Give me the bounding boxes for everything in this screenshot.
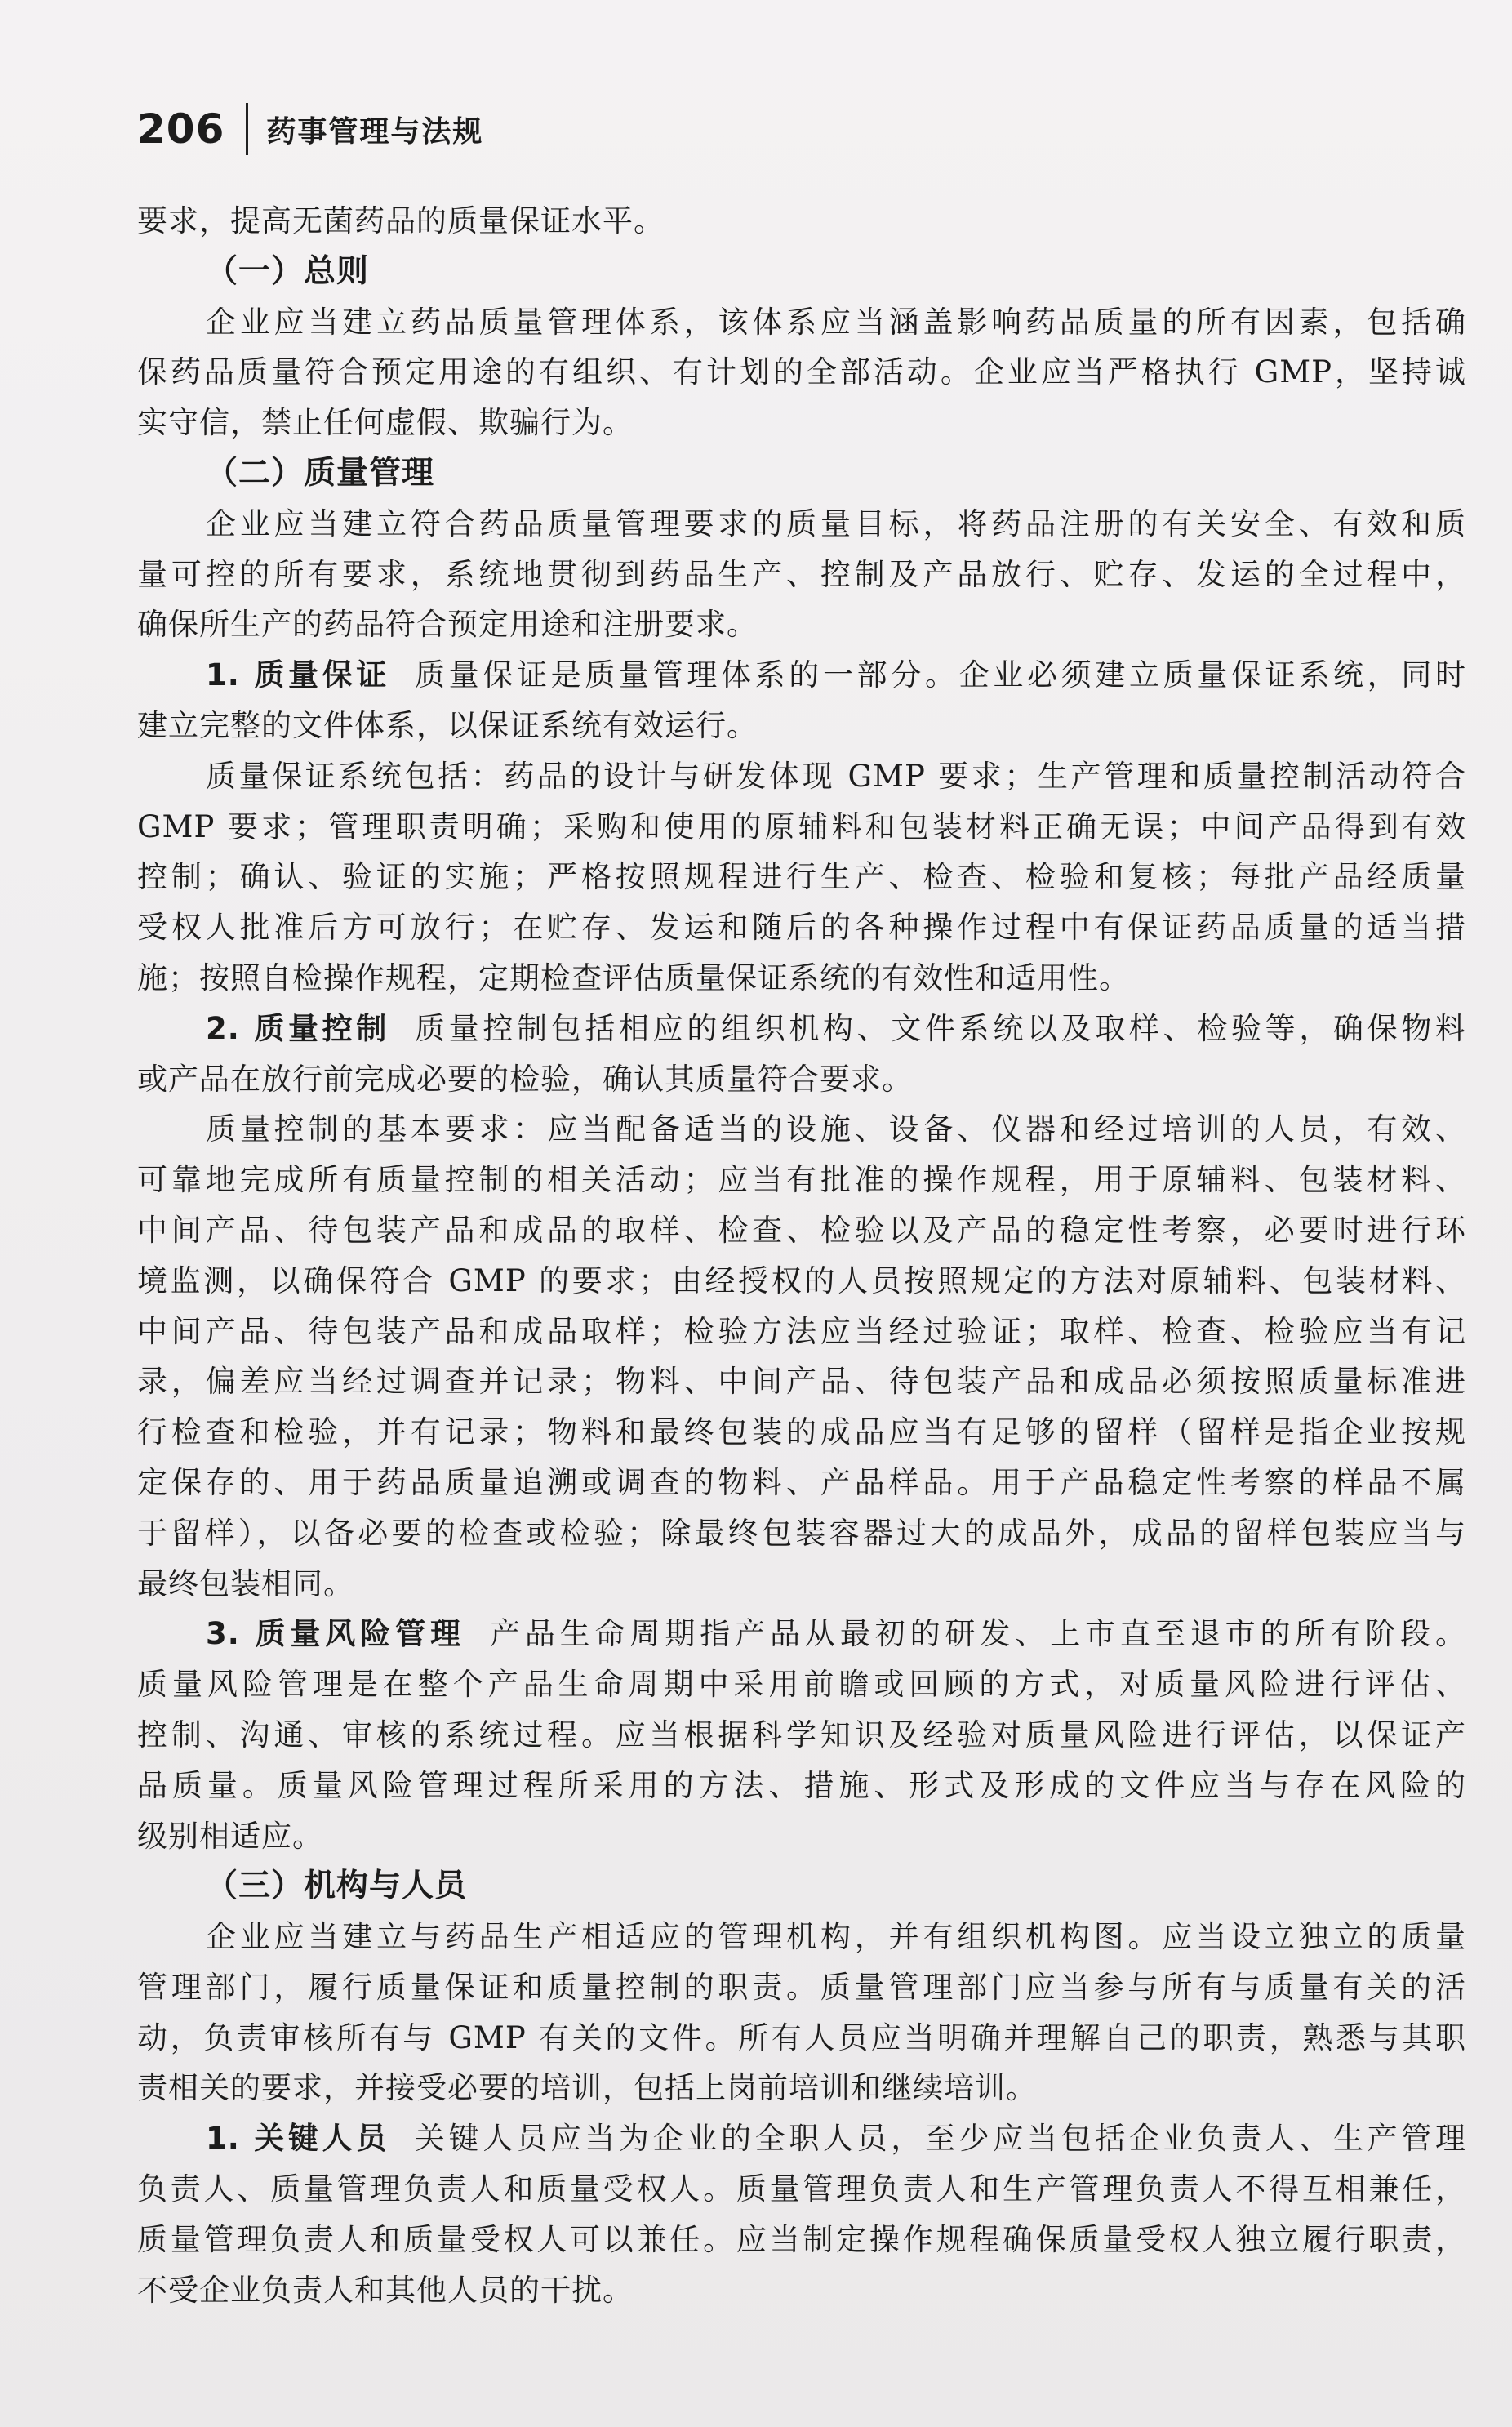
term-heading: 1. 关键人员 <box>206 2121 391 2157</box>
text-line: 录，偏差应当经过调查并记录；物料、中间产品、待包装产品和成品必须按照质量标准进 <box>137 1364 1466 1400</box>
text-line: 境监测，以确保符合 GMP 的要求；由经授权的人员按照规定的方法对原辅料、包装材料、 <box>137 1262 1466 1298</box>
text-line: 中间产品、待包装产品和成品的取样、检查、检验以及产品的稳定性考察，必要时进行环 <box>137 1212 1466 1248</box>
text-line: 实守信，禁止任何虚假、欺骗行为。 <box>137 405 634 441</box>
text-line: 企业应当建立药品质量管理体系，该体系应当涵盖影响药品质量的所有因素，包括确 <box>206 304 1466 340</box>
text-line: 建立完整的文件体系，以保证系统有效运行。 <box>137 707 758 743</box>
text-line: GMP 要求；管理职责明确；采购和使用的原辅料和包装材料正确无误；中间产品得到有效 <box>137 808 1466 844</box>
text-line: 动，负责审核所有与 GMP 有关的文件。所有人员应当明确并理解自己的职责，熟悉与其职 <box>137 2020 1466 2055</box>
text-line <box>137 650 1466 701</box>
page-number: 206 <box>137 105 225 153</box>
term-heading: 1. 质量保证 <box>206 657 391 693</box>
text-line: 可靠地完成所有质量控制的相关活动；应当有批准的操作规程，用于原辅料、包装材料、 <box>137 1162 1466 1198</box>
text-line: 受权人批准后方可放行；在贮存、发运和随后的各种操作过程中有保证药品质量的适当措 <box>137 910 1466 946</box>
text-line: 企业应当建立符合药品质量管理要求的质量目标，将药品注册的有关安全、有效和质 <box>206 505 1466 541</box>
text-line: 品质量。质量风险管理过程所采用的方法、措施、形式及形成的文件应当与存在风险的 <box>137 1767 1466 1803</box>
text-line: 量可控的所有要求，系统地贯彻到药品生产、控制及产品放行、贮存、发运的全过程中， <box>137 556 1466 592</box>
section-heading: （一）总则 <box>206 252 370 290</box>
text-line: 负责人、质量管理负责人和质量受权人。质量管理负责人和生产管理负责人不得互相兼任， <box>137 2171 1466 2207</box>
text-line: 质量控制的基本要求：应当配备适当的设施、设备、仪器和经过培训的人员，有效、 <box>206 1111 1466 1147</box>
text-line: 质量保证系统包括：药品的设计与研发体现 GMP 要求；生产管理和质量控制活动符合 <box>206 758 1466 794</box>
text-span: 质量保证是质量管理体系的一部分。企业必须建立质量保证系统，同时 <box>415 657 1466 693</box>
text-line: 于留样），以备必要的检查或检验；除最终包装容器过大的成品外，成品的留样包装应当与 <box>137 1515 1466 1551</box>
text-line: 施；按照自检操作规程，定期检查评估质量保证系统的有效性和适用性。 <box>137 960 1130 995</box>
term-heading: 3. 质量风险管理 <box>206 1616 465 1652</box>
text-line: 级别相适应。 <box>137 1818 323 1854</box>
term-heading: 2. 质量控制 <box>206 1010 391 1046</box>
text-line: 企业应当建立与药品生产相适应的管理机构，并有组织机构图。应当设立独立的质量 <box>206 1919 1466 1955</box>
text-line: 管理部门，履行质量保证和质量控制的职责。质量管理部门应当参与所有与质量有关的活 <box>137 1969 1466 2005</box>
section-heading: （三）机构与人员 <box>206 1868 468 1905</box>
text-span: 质量控制包括相应的组织机构、文件系统以及取样、检验等，确保物料 <box>415 1010 1466 1046</box>
text-line: 责相关的要求，并接受必要的培训，包括上岗前培训和继续培训。 <box>137 2070 1037 2106</box>
body-text <box>137 196 1466 2315</box>
book-title: 药事管理与法规 <box>266 114 484 149</box>
text-line: 或产品在放行前完成必要的检验，确认其质量符合要求。 <box>137 1061 913 1097</box>
text-line: 质量风险管理是在整个产品生命周期中采用前瞻或回顾的方式，对质量风险进行评估、 <box>137 1667 1466 1703</box>
text-span: 产品生命周期指产品从最初的研发、上市直至退市的所有阶段。 <box>489 1616 1467 1652</box>
text-line: 质量管理负责人和质量受权人可以兼任。应当制定操作规程确保质量受权人独立履行职责， <box>137 2221 1466 2257</box>
text-line: 不受企业负责人和其他人员的干扰。 <box>137 2272 634 2308</box>
section-heading: （二）质量管理 <box>206 454 435 492</box>
text-line: 中间产品、待包装产品和成品取样；检验方法应当经过验证；取样、检查、检验应当有记 <box>137 1313 1466 1349</box>
text-line: 要求，提高无菌药品的质量保证水平。 <box>137 203 665 238</box>
text-line: 控制；确认、验证的实施；严格按照规程进行生产、检查、检验和复核；每批产品经质量 <box>137 859 1466 895</box>
page-header <box>137 96 483 162</box>
text-line: 确保所生产的药品符合预定用途和注册要求。 <box>137 607 758 643</box>
text-line: 控制、沟通、审核的系统过程。应当根据科学知识及经验对质量风险进行评估，以保证产 <box>137 1717 1466 1752</box>
text-line: 最终包装相同。 <box>137 1565 354 1601</box>
text-line: 定保存的、用于药品质量追溯或调查的物料、产品样品。用于产品稳定性考察的样品不属 <box>137 1464 1466 1500</box>
header-divider <box>246 103 248 155</box>
text-span: 关键人员应当为企业的全职人员，至少应当包括企业负责人、生产管理 <box>415 2121 1466 2157</box>
text-line <box>137 1004 1466 1054</box>
text-line: 行检查和检验，并有记录；物料和最终包装的成品应当有足够的留样（留样是指企业按规 <box>137 1414 1466 1450</box>
text-line <box>137 2113 1466 2164</box>
text-line: 保药品质量符合预定用途的有组织、有计划的全部活动。企业应当严格执行 GMP，坚持诚 <box>137 354 1466 390</box>
text-line <box>137 1609 1466 1659</box>
